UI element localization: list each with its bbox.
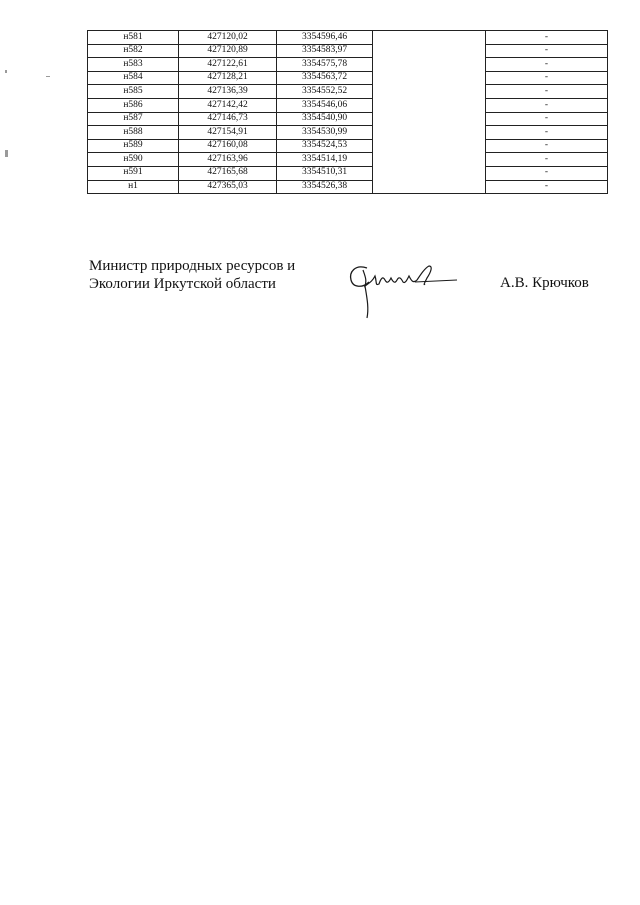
point-cell: н582	[88, 44, 179, 58]
empty-cell	[373, 85, 486, 99]
point-cell: н584	[88, 71, 179, 85]
x-cell: 427136,39	[179, 85, 277, 99]
x-cell: 427120,02	[179, 31, 277, 45]
x-cell: 427163,96	[179, 153, 277, 167]
table-row	[88, 98, 608, 112]
x-cell: 427160,08	[179, 139, 277, 153]
empty-cell	[373, 166, 486, 180]
x-cell: 427122,61	[179, 58, 277, 72]
y-cell: 3354575,78	[277, 58, 373, 72]
dash-cell: -	[486, 139, 608, 153]
x-cell: 427146,73	[179, 112, 277, 126]
dash-cell: -	[486, 166, 608, 180]
dash-cell: -	[486, 44, 608, 58]
x-cell: 427120,89	[179, 44, 277, 58]
dash-cell: -	[486, 180, 608, 194]
empty-cell	[373, 153, 486, 167]
signatory-title-line-2: Экологии Иркутской области	[89, 276, 276, 292]
y-cell: 3354540,90	[277, 112, 373, 126]
y-cell: 3354563,72	[277, 71, 373, 85]
dash-cell: -	[486, 58, 608, 72]
table-row	[88, 71, 608, 85]
scan-artifact	[5, 150, 8, 157]
signatory-title	[89, 257, 295, 293]
dash-cell: -	[486, 71, 608, 85]
dash-cell: -	[486, 98, 608, 112]
empty-cell	[373, 71, 486, 85]
table-row	[88, 166, 608, 180]
dash-cell: -	[486, 153, 608, 167]
handwritten-signature	[345, 258, 460, 320]
x-cell: 427142,42	[179, 98, 277, 112]
table-row	[88, 180, 608, 194]
y-cell: 3354526,38	[277, 180, 373, 194]
y-cell: 3354583,97	[277, 44, 373, 58]
table-row	[88, 58, 608, 72]
empty-cell	[373, 31, 486, 45]
x-cell: 427154,91	[179, 126, 277, 140]
point-cell: н586	[88, 98, 179, 112]
y-cell: 3354510,31	[277, 166, 373, 180]
table-row	[88, 126, 608, 140]
point-cell: н591	[88, 166, 179, 180]
point-cell: н588	[88, 126, 179, 140]
dash-cell: -	[486, 31, 608, 45]
empty-cell	[373, 180, 486, 194]
table-row	[88, 85, 608, 99]
table-row	[88, 112, 608, 126]
table-row	[88, 139, 608, 153]
y-cell: 3354546,06	[277, 98, 373, 112]
x-cell: 427165,68	[179, 166, 277, 180]
point-cell: н1	[88, 180, 179, 194]
scan-artifact	[5, 70, 7, 73]
dash-cell: -	[486, 126, 608, 140]
x-cell: 427128,21	[179, 71, 277, 85]
empty-cell	[373, 139, 486, 153]
empty-cell	[373, 112, 486, 126]
table-row	[88, 153, 608, 167]
table-row	[88, 44, 608, 58]
y-cell: 3354514,19	[277, 153, 373, 167]
signatory-name: А.В. Крючков	[500, 275, 589, 291]
point-cell: н583	[88, 58, 179, 72]
signatory-title-line-1: Министр природных ресурсов и	[89, 258, 296, 274]
y-cell: 3354530,99	[277, 126, 373, 140]
dash-cell: -	[486, 112, 608, 126]
y-cell: 3354552,52	[277, 85, 373, 99]
point-cell: н589	[88, 139, 179, 153]
empty-cell	[373, 44, 486, 58]
point-cell: н590	[88, 153, 179, 167]
empty-cell	[373, 98, 486, 112]
dash-cell: -	[486, 85, 608, 99]
table-row	[88, 31, 608, 45]
scan-artifact	[46, 76, 50, 77]
point-cell: н587	[88, 112, 179, 126]
point-cell: н585	[88, 85, 179, 99]
y-cell: 3354596,46	[277, 31, 373, 45]
point-cell: н581	[88, 31, 179, 45]
empty-cell	[373, 126, 486, 140]
y-cell: 3354524,53	[277, 139, 373, 153]
empty-cell	[373, 58, 486, 72]
coordinates-table	[87, 30, 608, 194]
x-cell: 427365,03	[179, 180, 277, 194]
